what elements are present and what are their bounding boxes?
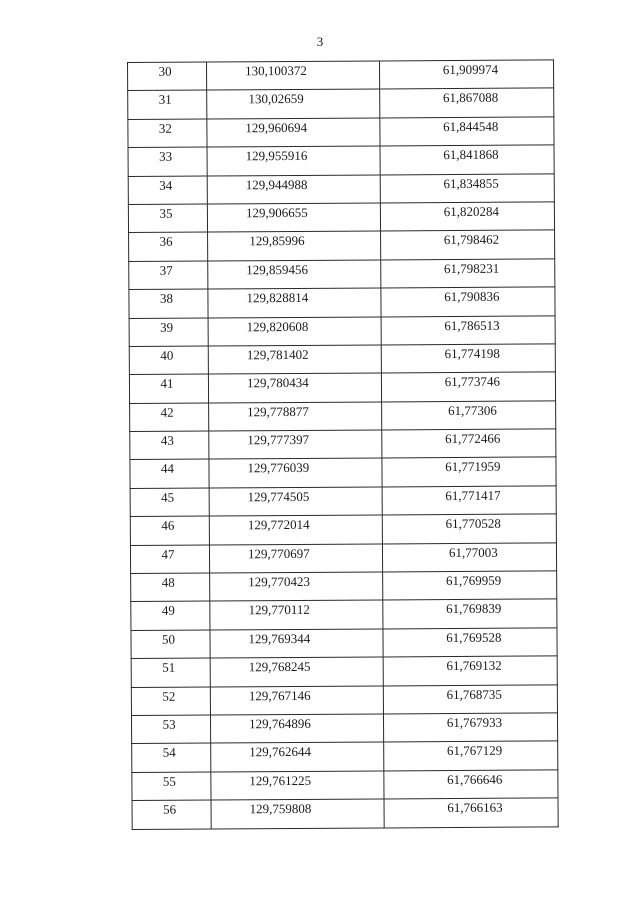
point-number-cell xyxy=(131,715,210,744)
coordinate-y-value: 61,909974 xyxy=(442,61,499,78)
coordinate-y-value: 61,769528 xyxy=(446,629,502,645)
table-row xyxy=(128,202,554,233)
coordinate-x-value: 129,780434 xyxy=(246,375,309,391)
point-number-cell xyxy=(132,800,211,829)
coordinate-x-value: 129,759808 xyxy=(249,801,312,817)
coordinate-y-value: 61,767129 xyxy=(446,743,503,759)
point-number-value: 38 xyxy=(159,290,173,306)
coordinates-table xyxy=(127,59,559,829)
point-number-value: 52 xyxy=(162,688,176,704)
point-number-cell xyxy=(131,630,210,659)
coordinate-y-cell xyxy=(383,713,557,742)
coordinate-x-value: 130,100372 xyxy=(245,62,307,79)
coordinate-y-cell xyxy=(383,741,557,770)
table-row xyxy=(130,486,556,517)
coordinate-x-cell xyxy=(209,402,382,431)
coordinate-y-value: 61,77306 xyxy=(448,402,497,418)
point-number-cell xyxy=(129,261,208,290)
coordinate-y-value: 61,772466 xyxy=(445,430,501,447)
coordinate-x-value: 129,777397 xyxy=(247,431,310,448)
point-number-cell xyxy=(129,346,208,375)
point-number-cell xyxy=(130,431,209,460)
coordinate-x-value: 129,769344 xyxy=(248,630,311,647)
table-row xyxy=(132,770,558,801)
table-row xyxy=(131,684,557,715)
table-row xyxy=(129,372,555,403)
coordinate-x-value: 129,770697 xyxy=(247,545,310,561)
coordinate-y-value: 61,820284 xyxy=(443,203,499,220)
point-number-value: 53 xyxy=(162,716,176,732)
point-number-cell xyxy=(130,488,209,517)
table-row xyxy=(129,315,555,346)
coordinate-y-cell xyxy=(379,60,553,89)
coordinate-y-value: 61,867088 xyxy=(442,90,499,106)
point-number-cell xyxy=(131,658,210,687)
coordinate-x-cell xyxy=(211,771,384,800)
coordinate-y-cell xyxy=(380,202,554,231)
coordinate-y-value: 61,786513 xyxy=(444,317,500,333)
table-row xyxy=(131,599,557,630)
coordinate-x-cell xyxy=(208,231,381,260)
coordinate-x-cell xyxy=(209,487,382,516)
coordinate-x-cell xyxy=(210,629,383,658)
point-number-value: 36 xyxy=(159,234,173,250)
coordinate-x-cell xyxy=(208,373,381,402)
point-number-value: 37 xyxy=(159,262,173,278)
coordinate-y-cell xyxy=(383,599,557,628)
coordinate-y-cell xyxy=(379,88,553,117)
coordinate-y-cell xyxy=(381,287,555,316)
table-row xyxy=(131,713,557,744)
coordinate-x-cell xyxy=(210,572,383,601)
coordinate-x-cell xyxy=(209,430,382,459)
point-number-cell xyxy=(132,772,211,801)
coordinate-y-cell xyxy=(383,684,557,713)
coordinate-y-cell xyxy=(384,798,558,827)
coordinate-y-value: 61,771417 xyxy=(445,487,501,503)
coordinate-y-cell xyxy=(381,372,555,401)
coordinate-y-value: 61,771959 xyxy=(445,459,501,475)
coordinate-x-value: 129,770423 xyxy=(248,573,310,590)
coordinate-x-cell xyxy=(207,61,380,90)
coordinate-y-cell xyxy=(381,401,555,430)
table-row xyxy=(128,173,554,204)
point-number-value: 33 xyxy=(159,148,173,164)
table-row xyxy=(130,514,556,545)
coordinate-x-value: 129,778877 xyxy=(247,403,309,419)
coordinate-x-value: 129,781402 xyxy=(246,346,309,363)
coordinate-x-value: 129,770112 xyxy=(248,602,310,618)
point-number-value: 54 xyxy=(162,745,176,761)
point-number-cell xyxy=(128,90,207,119)
table-row xyxy=(131,628,557,659)
point-number-value: 48 xyxy=(161,574,175,590)
table-row xyxy=(129,259,555,290)
table-row xyxy=(128,60,554,91)
coordinate-y-value: 61,766163 xyxy=(447,799,503,816)
coordinate-x-cell xyxy=(208,316,381,345)
point-number-value: 32 xyxy=(158,120,172,136)
coordinate-x-cell xyxy=(211,742,384,771)
point-number-cell xyxy=(128,176,207,205)
point-number-value: 55 xyxy=(162,773,176,789)
coordinate-x-cell xyxy=(209,544,382,573)
table-row xyxy=(129,287,555,318)
coordinate-y-value: 61,790836 xyxy=(444,288,500,305)
table-row xyxy=(132,741,558,772)
coordinate-y-cell xyxy=(381,344,555,373)
coordinate-y-value: 61,767933 xyxy=(446,714,503,731)
coordinate-y-value: 61,841868 xyxy=(443,146,499,163)
point-number-cell xyxy=(130,403,209,432)
coordinate-y-cell xyxy=(383,628,557,657)
coordinate-x-cell xyxy=(210,714,383,743)
table-row xyxy=(132,798,558,829)
table-row xyxy=(128,88,554,119)
coordinate-x-value: 129,820608 xyxy=(246,318,309,334)
point-number-value: 42 xyxy=(160,404,174,420)
coordinate-y-cell xyxy=(382,543,556,572)
table-row xyxy=(131,656,557,687)
coordinate-x-cell xyxy=(208,345,381,374)
coordinate-y-value: 61,769132 xyxy=(446,657,502,674)
coordinate-x-cell xyxy=(208,288,381,317)
point-number-cell xyxy=(128,147,207,176)
coordinate-y-value: 61,774198 xyxy=(444,345,500,361)
coordinate-x-value: 129,776039 xyxy=(247,460,310,476)
point-number-value: 50 xyxy=(161,631,176,647)
table-row xyxy=(129,344,555,375)
point-number-value: 41 xyxy=(160,376,174,392)
coordinate-y-value: 61,798462 xyxy=(443,232,500,248)
coordinate-y-value: 61,769839 xyxy=(446,601,502,617)
coordinate-x-cell xyxy=(210,686,383,715)
point-number-cell xyxy=(129,232,208,261)
coordinate-x-value: 129,761225 xyxy=(249,772,312,789)
coordinate-x-value: 129,955916 xyxy=(245,148,308,164)
coordinate-x-value: 129,762644 xyxy=(249,744,312,760)
coordinate-x-cell xyxy=(207,203,380,232)
coordinate-y-value: 61,766646 xyxy=(447,771,503,787)
coordinate-y-value: 61,769959 xyxy=(445,572,502,589)
point-number-value: 31 xyxy=(158,92,172,108)
coordinate-y-cell xyxy=(383,656,557,685)
coordinate-x-value: 129,828814 xyxy=(246,290,309,306)
point-number-value: 56 xyxy=(163,801,177,817)
point-number-cell xyxy=(132,743,211,772)
coordinate-x-cell xyxy=(207,175,380,204)
coordinate-x-value: 130,02659 xyxy=(248,91,304,107)
coordinate-x-cell xyxy=(208,260,381,289)
point-number-cell xyxy=(129,374,208,403)
coordinate-y-cell xyxy=(382,486,556,515)
coordinate-x-cell xyxy=(210,657,383,686)
coordinate-y-cell xyxy=(382,571,556,600)
coordinate-y-cell xyxy=(380,173,554,202)
coordinate-y-cell xyxy=(382,429,556,458)
point-number-value: 35 xyxy=(159,205,173,221)
point-number-value: 43 xyxy=(160,432,174,448)
coordinate-y-cell xyxy=(382,514,556,543)
point-number-value: 39 xyxy=(160,319,174,335)
table-row xyxy=(128,145,554,176)
coordinate-y-value: 61,844548 xyxy=(443,118,499,134)
table-row xyxy=(131,571,557,602)
point-number-value: 44 xyxy=(160,461,175,477)
table-row xyxy=(130,401,556,432)
coordinate-y-value: 61,768735 xyxy=(446,686,502,702)
coordinates-table-body xyxy=(128,60,559,829)
point-number-cell xyxy=(129,289,208,318)
point-number-cell xyxy=(131,687,210,716)
point-number-cell xyxy=(128,204,207,233)
coordinate-x-value: 129,764896 xyxy=(248,715,311,732)
coordinate-x-cell xyxy=(211,799,384,828)
point-number-cell xyxy=(128,119,207,148)
point-number-value: 45 xyxy=(161,489,175,505)
point-number-cell xyxy=(130,516,209,545)
coordinate-y-cell xyxy=(380,117,554,146)
coordinate-x-value: 129,772014 xyxy=(247,517,310,533)
point-number-cell xyxy=(131,573,210,602)
coordinate-x-value: 129,85996 xyxy=(249,233,305,249)
coordinate-x-value: 129,768245 xyxy=(248,659,311,675)
coordinate-y-cell xyxy=(384,770,558,799)
page-number: 3 xyxy=(316,34,324,49)
coordinate-x-cell xyxy=(209,458,382,487)
table-row xyxy=(129,230,555,261)
coordinate-x-value: 129,774505 xyxy=(247,488,310,505)
coordinate-y-cell xyxy=(381,315,555,344)
point-number-cell xyxy=(130,545,209,574)
point-number-value: 51 xyxy=(162,659,176,675)
coordinate-x-value: 129,960694 xyxy=(245,119,308,136)
point-number-value: 34 xyxy=(159,177,173,193)
coordinate-y-cell xyxy=(380,145,554,174)
table-row xyxy=(128,117,554,148)
coordinate-x-value: 129,859456 xyxy=(246,261,309,278)
coordinate-x-value: 129,767146 xyxy=(248,687,311,703)
point-number-value: 46 xyxy=(161,517,175,534)
coordinate-x-cell xyxy=(210,600,383,629)
point-number-cell xyxy=(129,318,208,347)
point-number-value: 30 xyxy=(158,63,172,79)
coordinate-y-value: 61,773746 xyxy=(444,374,501,390)
coordinate-y-cell xyxy=(380,259,554,288)
coordinate-y-value: 61,798231 xyxy=(443,260,500,276)
coordinate-y-value: 61,770528 xyxy=(445,515,501,532)
coordinate-x-cell xyxy=(209,515,382,544)
coordinate-x-value: 129,944988 xyxy=(245,176,308,192)
table-row xyxy=(130,543,556,574)
coordinate-x-cell xyxy=(207,89,380,118)
point-number-cell xyxy=(130,459,209,488)
coordinate-x-cell xyxy=(207,118,380,147)
point-number-cell xyxy=(128,62,207,91)
coordinate-y-cell xyxy=(380,230,554,259)
table-row xyxy=(130,457,556,488)
point-number-value: 49 xyxy=(161,603,175,619)
coordinate-y-cell xyxy=(382,457,556,486)
coordinate-x-cell xyxy=(207,146,380,175)
point-number-value: 47 xyxy=(161,546,175,562)
coordinate-x-value: 129,906655 xyxy=(245,204,308,221)
coordinate-y-value: 61,834855 xyxy=(443,175,499,191)
coordinate-y-value: 61,77003 xyxy=(448,544,498,560)
point-number-value: 40 xyxy=(160,347,174,363)
point-number-cell xyxy=(131,601,210,630)
table-row xyxy=(130,429,556,460)
